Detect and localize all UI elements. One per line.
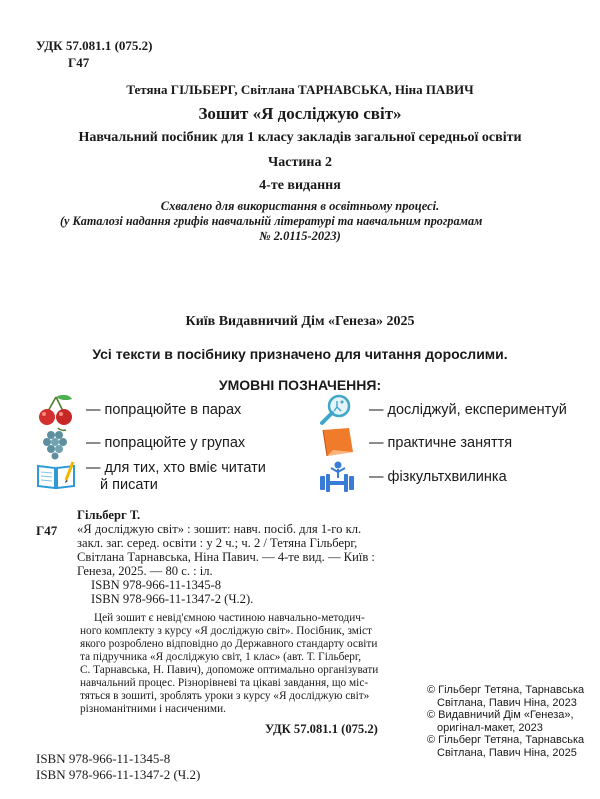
annotation-line: Цей зошит є невід'ємною частиною навчально-методич- [94,612,365,624]
legend-text-reading-2: й писати [100,477,158,493]
card-annotation [80,612,380,716]
copyright-block [427,684,584,760]
copyright-line: © Гільберг Тетяна, Тарнавська [427,734,585,747]
isbn-line: ISBN 978-966-11-1347-2 (Ч.2) [36,767,201,782]
open-book-icon [36,458,76,492]
isbn-line: ISBN 978-966-11-1345-8 [36,751,171,766]
legend-item-practice [317,426,512,460]
card-line: Генеза, 2025. — 80 с. : іл. [77,564,213,578]
card-line: закл. заг. серед. освіти : у 2 ч.; ч. 2 / Тетяна Гільберг, [77,536,358,550]
card-author: Гільберг Т. [77,508,141,522]
legend-item-research [317,393,567,427]
annotation-line: тяться в зошиті, зроблять уроки з курсу «Я досліджую світ» [80,690,370,702]
book-title: Зошит «Я досліджую світ» [198,104,402,123]
legend-text-reading-1: — для тих, хто вміє читати [86,460,266,476]
book-subtitle: Навчальний посібник для 1 класу закладів загальної середньої освіти [78,130,522,145]
dumbbell-icon [317,460,357,494]
catalog-code-top: Г47 [68,55,90,70]
catalog-code-card: Г47 [36,523,58,538]
legend-text-exercise: — фізкультхвилинка [369,468,507,485]
udk-bottom: УДК 57.081.1 (075.2) [265,722,378,736]
paper-craft-icon [317,426,357,460]
copyright-line: © Видавничий Дім «Генеза», [427,709,574,722]
legend-text-research: — досліджуй, експериментуй [369,401,567,418]
legend-item-exercise [317,460,507,494]
legend-item-reading [36,458,266,494]
annotation-line: різноманітними і насиченими. [80,703,226,715]
annotation-line: навчальний процес. Різнорівневі та цікаві завдання, що міс- [80,677,369,689]
authors: Тетяна ГІЛЬБЕРГ, Світлана ТАРНАВСЬКА, Ніна ПАВИЧ [126,82,474,97]
legend-text-practice: — практичне заняття [369,434,513,451]
legend-item-groups [36,426,245,460]
legend-text-pairs: — попрацюйте в парах [86,401,242,418]
approval-line-3: № 2.0115-2023) [259,229,341,243]
edition-label: 4-те видання [259,178,341,193]
cherries-icon [36,393,76,427]
card-line: Світлана Тарнавська, Ніна Павич. — 4-те вид. — Київ : [77,550,375,564]
udk-top: УДК 57.081.1 (075.2) [36,38,153,53]
catalog-card [77,508,375,606]
part-label: Частина 2 [268,155,332,170]
copyright-line: Світлана, Павич Ніна, 2023 [437,696,577,709]
grapes-icon [36,426,76,460]
copyright-line: © Гільберг Тетяна, Тарнавська [427,684,585,696]
approval-line-2: (у Каталозі надання грифів навчальній літературі та навчальним програмам [60,214,483,228]
legend-title: УМОВНІ ПОЗНАЧЕННЯ: [218,377,382,393]
isbn-bottom [36,751,200,783]
annotation-line: та підручника «Я досліджую світ, 1 клас» (авт. Т. Гільберг, [80,651,362,663]
card-isbn: ISBN 978-966-11-1347-2 (Ч.2). [91,592,254,606]
card-line: «Я досліджую світ» : зошит: навч. посіб. для 1-го кл. [77,522,362,536]
copyright-line: Світлана, Павич Ніна, 2025 [437,746,577,759]
annotation-line: якого розроблено відповідно до Державного стандарту освіти [80,638,378,650]
publisher-line: Київ Видавничий Дім «Генеза» 2025 [185,314,415,329]
legend-text-groups: — попрацюйте у групах [86,434,246,451]
adult-reading-notice: Усі тексти в посібнику призначено для читання дорослими. [92,346,508,362]
annotation-line: С. Тарнавська, Н. Павич), допоможе оптимально організувати [80,664,379,676]
approval-line-1: Схвалено для використання в освітньому процесі. [160,199,440,213]
legend-item-pairs [36,393,241,427]
annotation-line: ного комплекту з курсу «Я досліджую світ». Посібник, зміст [80,625,372,637]
magnifier-icon [317,393,357,427]
copyright-line: оригінал-макет, 2023 [437,721,543,734]
card-isbn: ISBN 978-966-11-1345-8 [91,578,222,592]
